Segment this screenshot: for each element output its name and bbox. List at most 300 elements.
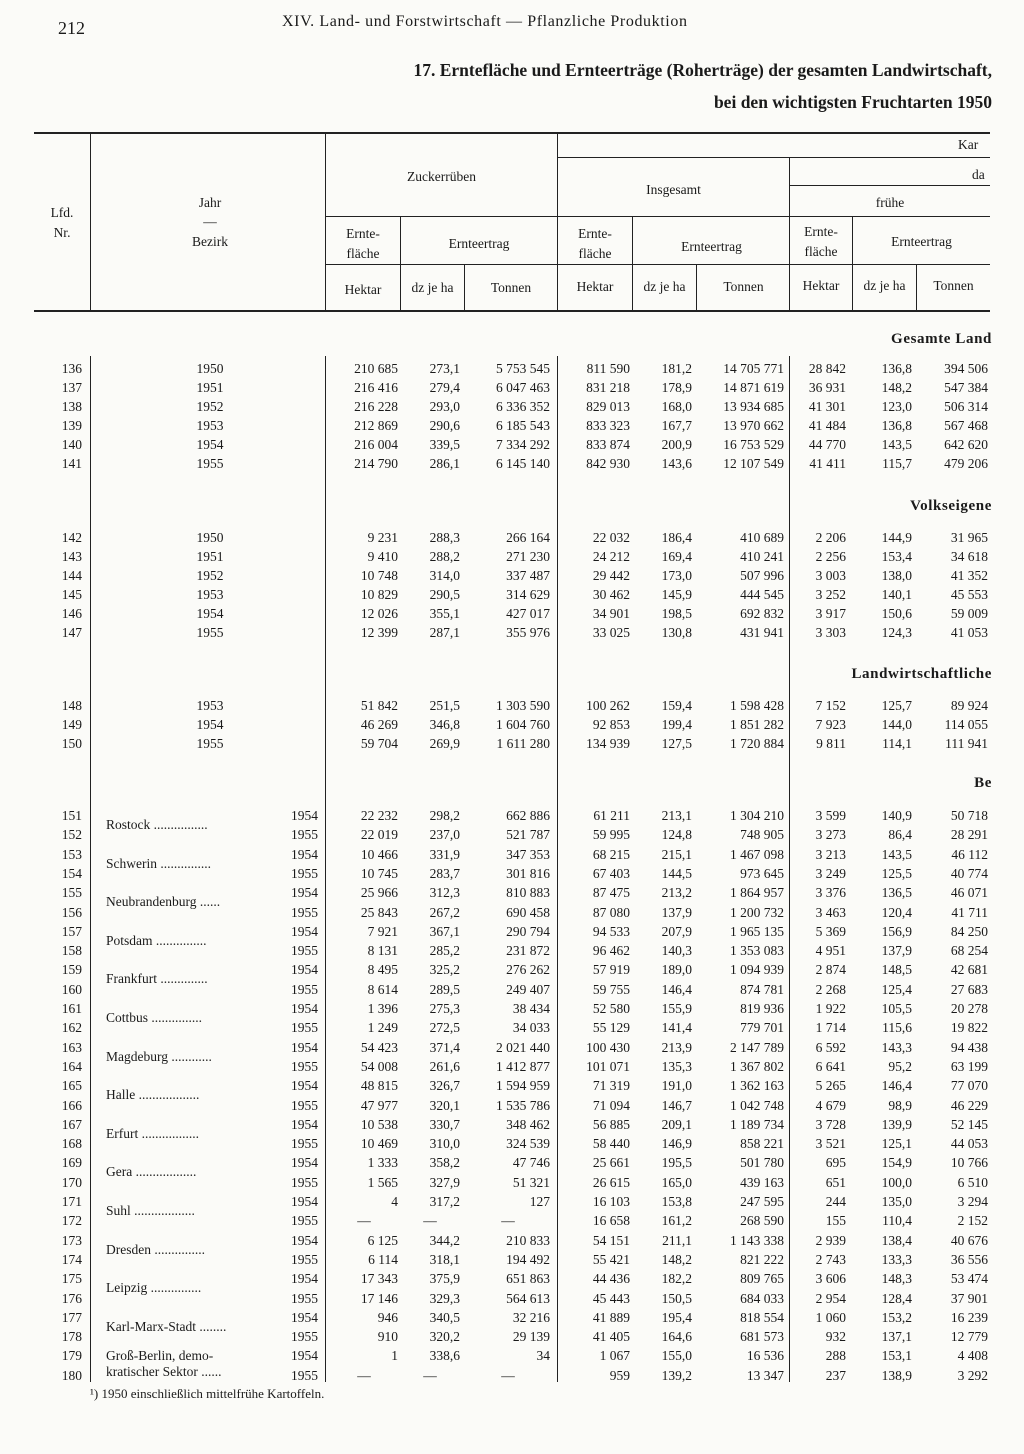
row-number: 173 — [61, 1233, 82, 1248]
cell-4: 41 889 — [592, 1310, 630, 1325]
cell-3: 347 353 — [506, 847, 550, 862]
cell-8: 140,9 — [881, 808, 912, 823]
bezirk-name-text: Frankfurt — [106, 971, 157, 986]
row-year: 1954 — [291, 1194, 318, 1209]
cell-3: 6 145 140 — [496, 456, 550, 471]
cell-6: 1 042 748 — [730, 1098, 784, 1113]
cell-5: 153,8 — [661, 1194, 692, 1209]
header-kartoffeln: Kar — [958, 137, 979, 152]
bezirk-name — [106, 1087, 199, 1103]
cell-8: 138,4 — [881, 1233, 912, 1248]
cell-3: 324 539 — [506, 1136, 550, 1151]
cell-2: 286,1 — [429, 456, 460, 471]
cell-6: 779 701 — [740, 1020, 784, 1035]
cell-8: 124,3 — [881, 625, 912, 640]
row-number: 144 — [61, 568, 82, 583]
cell-9: 44 053 — [950, 1136, 988, 1151]
cell-5: 140,3 — [661, 943, 692, 958]
cell-5: 165,0 — [661, 1175, 692, 1190]
row-year: 1954 — [196, 437, 224, 452]
cell-4: 87 080 — [592, 905, 630, 920]
row-number: 145 — [61, 587, 82, 602]
cell-2: 293,0 — [429, 399, 460, 414]
cell-3: 1 535 786 — [496, 1098, 550, 1113]
row-year: 1950 — [196, 530, 224, 545]
cell-8: 98,9 — [888, 1098, 912, 1113]
cell-1: 9 410 — [367, 549, 398, 564]
leader-dots: ................. — [138, 1126, 199, 1141]
cell-7: 7 923 — [815, 717, 846, 732]
cell-8: 140,1 — [881, 587, 912, 602]
cell-6: 13 347 — [746, 1368, 784, 1383]
cell-6: 431 941 — [740, 625, 784, 640]
cell-5: 173,0 — [661, 568, 692, 583]
row-number: 152 — [61, 827, 82, 842]
cell-4: 30 462 — [592, 587, 630, 602]
cell-5: 215,1 — [661, 847, 692, 862]
unit-ig-hektar: Hektar — [576, 279, 614, 294]
cell-8: 110,4 — [882, 1213, 912, 1228]
cell-6: 684 033 — [740, 1291, 784, 1306]
cell-2: 289,5 — [429, 982, 460, 997]
row-year: 1954 — [196, 606, 224, 621]
row-number: 141 — [61, 456, 82, 471]
table-row — [0, 624, 1024, 643]
cell-1: 216 228 — [354, 399, 398, 414]
bezirk-name — [106, 971, 208, 987]
cell-7: 3 249 — [815, 866, 846, 881]
table-row — [0, 605, 1024, 624]
cell-8: 105,5 — [881, 1001, 912, 1016]
cell-8: 125,7 — [881, 698, 912, 713]
row-number: 155 — [61, 885, 82, 900]
cell-7: 244 — [825, 1194, 846, 1209]
cell-8: 143,3 — [881, 1040, 912, 1055]
bezirk-name — [106, 1280, 201, 1296]
section-title: Volkseigene — [910, 498, 992, 514]
table-row — [0, 586, 1024, 605]
cell-2: 330,7 — [429, 1117, 460, 1132]
header-ig-flaeche: fläche — [578, 246, 612, 261]
cell-7: 44 770 — [808, 437, 846, 452]
cell-5: 146,7 — [661, 1098, 692, 1113]
cell-7: 3 213 — [815, 847, 846, 862]
cell-9: 46 071 — [950, 885, 988, 900]
cell-5: 155,9 — [661, 1001, 692, 1016]
cell-3: 127 — [529, 1194, 550, 1209]
cell-9: 27 683 — [950, 982, 988, 997]
row-number: 147 — [61, 625, 82, 640]
cell-9: 41 053 — [950, 625, 988, 640]
cell-9: 77 070 — [950, 1078, 988, 1093]
row-year: 1955 — [291, 943, 318, 958]
cell-6: 821 222 — [740, 1252, 784, 1267]
bezirk-name-text: Cottbus — [106, 1010, 149, 1025]
cell-8: 86,4 — [888, 827, 912, 842]
cell-8: 143,5 — [881, 847, 912, 862]
row-number: 151 — [61, 808, 82, 823]
row-year: 1952 — [196, 399, 224, 414]
cell-2: 314,0 — [429, 568, 460, 583]
bezirk-name — [106, 1319, 226, 1335]
cell-7: 9 811 — [816, 736, 846, 751]
cell-3: 314 629 — [506, 587, 550, 602]
cell-3: 47 746 — [512, 1155, 550, 1170]
cell-1: 54 423 — [360, 1040, 398, 1055]
cell-5: 178,9 — [661, 380, 692, 395]
bezirk-name — [106, 1348, 221, 1380]
header-fruehe: frühe — [875, 195, 905, 210]
bezirk-name-text: Neubrandenburg — [106, 894, 197, 909]
cell-8: 156,9 — [881, 924, 912, 939]
cell-1: 8 495 — [367, 962, 398, 977]
cell-1: 214 790 — [354, 456, 398, 471]
bezirk-name-text: Magdeburg — [106, 1049, 168, 1064]
ernteertrag-group-rule — [326, 216, 990, 217]
cell-1: 946 — [377, 1310, 398, 1325]
cell-8: 148,2 — [881, 380, 912, 395]
row-year: 1954 — [291, 962, 318, 977]
cell-5: 150,5 — [661, 1291, 692, 1306]
row-number: 143 — [61, 549, 82, 564]
cell-3: 51 321 — [512, 1175, 550, 1190]
cell-2: 290,5 — [429, 587, 460, 602]
row-year: 1955 — [291, 1175, 318, 1190]
table-row — [0, 455, 1024, 474]
bezirk-name-text: Karl-Marx-Stadt — [106, 1319, 196, 1334]
row-year: 1954 — [291, 1078, 318, 1093]
cell-8: 123,0 — [881, 399, 912, 414]
cell-2: 288,3 — [429, 530, 460, 545]
row-year: 1954 — [291, 1117, 318, 1132]
unit-ig-dzjeha: dz je ha — [643, 279, 686, 294]
cell-9: 84 250 — [950, 924, 988, 939]
cell-9: 394 506 — [944, 361, 988, 376]
cell-2: 358,2 — [429, 1155, 460, 1170]
row-number: 160 — [61, 982, 82, 997]
cell-8: 137,1 — [881, 1329, 912, 1344]
bezirk-name-text: Leipzig — [106, 1280, 148, 1295]
cell-4: 96 462 — [592, 943, 630, 958]
cell-6: 1 353 083 — [730, 943, 784, 958]
cell-4: 22 032 — [592, 530, 630, 545]
cell-1: 12 399 — [360, 625, 398, 640]
cell-2: 318,1 — [429, 1252, 460, 1267]
cell-7: 6 592 — [815, 1040, 846, 1055]
cell-4: 100 430 — [586, 1040, 630, 1055]
bezirk-name-text: Erfurt — [106, 1126, 139, 1141]
cell-4: 134 939 — [586, 736, 630, 751]
header-dash: — — [203, 214, 217, 229]
cell-9: 37 901 — [950, 1291, 988, 1306]
cell-9: 16 239 — [950, 1310, 988, 1325]
header-zuckerrueben: Zuckerrüben — [407, 169, 476, 184]
cell-4: 67 403 — [592, 866, 630, 881]
cell-9: 50 718 — [950, 808, 988, 823]
cell-9: 31 965 — [950, 530, 988, 545]
cell-5: 198,5 — [661, 606, 692, 621]
cell-5: 164,6 — [661, 1329, 692, 1344]
cell-1: 6 125 — [367, 1233, 398, 1248]
cell-7: 288 — [825, 1348, 846, 1363]
cell-7: 7 152 — [815, 698, 846, 713]
cell-1: 54 008 — [360, 1059, 398, 1074]
header-bezirk: Bezirk — [192, 234, 228, 249]
cell-4: 94 533 — [592, 924, 630, 939]
leader-dots: ............... — [152, 933, 207, 948]
cell-1: 8 614 — [367, 982, 398, 997]
table-row — [0, 360, 1024, 379]
cell-5: 144,5 — [661, 866, 692, 881]
cell-5: 189,0 — [661, 962, 692, 977]
cell-2: 338,6 — [429, 1348, 460, 1363]
cell-8: 100,0 — [881, 1175, 912, 1190]
cell-9: 42 681 — [950, 962, 988, 977]
cell-5: 200,9 — [661, 437, 692, 452]
cell-8: 153,1 — [881, 1348, 912, 1363]
cell-1: 1 249 — [367, 1020, 398, 1035]
cell-7: 695 — [825, 1155, 846, 1170]
row-year: 1955 — [196, 625, 224, 640]
cell-6: 16 753 529 — [723, 437, 784, 452]
cell-8: 148,3 — [881, 1271, 912, 1286]
row-year: 1950 — [196, 361, 224, 376]
cell-1: 212 869 — [354, 418, 398, 433]
da-rule — [790, 185, 990, 186]
cell-3: 1 412 877 — [496, 1059, 550, 1074]
section-title-bezirke: Be — [974, 775, 992, 791]
cell-4: 26 615 — [592, 1175, 630, 1190]
cell-2: 261,6 — [429, 1059, 460, 1074]
row-number: 169 — [61, 1155, 82, 1170]
kartoffeln-rule — [558, 157, 990, 158]
cell-6: 1 467 098 — [730, 847, 784, 862]
cell-8: 144,9 — [881, 530, 912, 545]
cell-7: 3 521 — [815, 1136, 846, 1151]
cell-1: 216 004 — [354, 437, 398, 452]
cell-7: 3 273 — [815, 827, 846, 842]
row-year: 1954 — [291, 1233, 318, 1248]
cell-6: 973 645 — [740, 866, 784, 881]
cell-4: 833 323 — [586, 418, 630, 433]
cell-9: 10 766 — [950, 1155, 988, 1170]
bezirk-name — [106, 1203, 195, 1219]
cell-3: 29 139 — [512, 1329, 550, 1344]
cell-9: 506 314 — [944, 399, 988, 414]
unit-fr-hektar: Hektar — [802, 278, 840, 293]
row-number: 137 — [61, 380, 82, 395]
bezirk-name-text: Dresden — [106, 1242, 151, 1257]
cell-8: 125,1 — [881, 1136, 912, 1151]
cell-8: 128,4 — [881, 1291, 912, 1306]
row-number: 157 — [61, 924, 82, 939]
leader-dots: ............... — [148, 1010, 203, 1025]
cell-7: 932 — [825, 1329, 846, 1344]
cell-9: 36 556 — [950, 1252, 988, 1267]
cell-3: 2 021 440 — [496, 1040, 550, 1055]
row-number: 139 — [61, 418, 82, 433]
cell-3: 210 833 — [506, 1233, 550, 1248]
cell-8: 114,1 — [882, 736, 912, 751]
header-fr-ernte: Ernte- — [804, 224, 838, 239]
cell-7: 3 599 — [815, 808, 846, 823]
cell-3: 337 487 — [506, 568, 550, 583]
cell-3: 301 816 — [506, 866, 550, 881]
row-year: 1955 — [291, 1329, 318, 1344]
leader-dots: .................. — [132, 1164, 197, 1179]
cell-4: 59 755 — [592, 982, 630, 997]
cell-3: 810 883 — [506, 885, 550, 900]
cell-8: 95,2 — [888, 1059, 912, 1074]
cell-7: 3 303 — [815, 625, 846, 640]
cell-5: 124,8 — [661, 827, 692, 842]
cell-2: 326,7 — [429, 1078, 460, 1093]
leader-dots: ................ — [150, 817, 208, 832]
cell-7: 5 265 — [815, 1078, 846, 1093]
cell-6: 748 905 — [740, 827, 784, 842]
cell-6: 1 598 428 — [730, 698, 784, 713]
row-number: 142 — [61, 530, 82, 545]
row-number: 163 — [61, 1040, 82, 1055]
bezirk-name-text: Suhl — [106, 1203, 131, 1218]
cell-9: 68 254 — [950, 943, 988, 958]
cell-6: 16 536 — [746, 1348, 784, 1363]
cell-2: 320,2 — [429, 1329, 460, 1344]
cell-7: 41 411 — [809, 456, 846, 471]
row-number: 153 — [61, 847, 82, 862]
row-year: 1955 — [291, 1291, 318, 1306]
cell-4: 842 930 — [586, 456, 630, 471]
cell-7: 3 463 — [815, 905, 846, 920]
cell-6: 692 832 — [740, 606, 784, 621]
cell-1: 17 343 — [360, 1271, 398, 1286]
cell-4: 101 071 — [586, 1059, 630, 1074]
cell-2: 283,7 — [429, 866, 460, 881]
leader-dots: .................. — [130, 1203, 195, 1218]
cell-8: 115,6 — [882, 1020, 912, 1035]
unit-zr-dzjeha: dz je ha — [411, 280, 454, 295]
cell-6: 1 200 732 — [730, 905, 784, 920]
cell-4: 71 319 — [592, 1078, 630, 1093]
cell-6: 1 189 734 — [730, 1117, 784, 1132]
cell-4: 16 658 — [592, 1213, 630, 1228]
cell-3: 32 216 — [512, 1310, 550, 1325]
cell-6: 1 965 135 — [730, 924, 784, 939]
row-number: 178 — [61, 1329, 82, 1344]
cell-6: 1 094 939 — [730, 962, 784, 977]
cell-9: 94 438 — [950, 1040, 988, 1055]
cell-1: 6 114 — [368, 1252, 398, 1267]
bezirk-name — [106, 933, 207, 949]
cell-7: 41 301 — [808, 399, 846, 414]
row-year: 1955 — [291, 866, 318, 881]
col-divider-fr-flaeche — [852, 216, 853, 310]
header-lfd: Lfd. — [50, 205, 74, 220]
section-title: Landwirtschaftliche — [851, 666, 992, 682]
row-number: 159 — [61, 962, 82, 977]
cell-7: 2 206 — [815, 530, 846, 545]
cell-3: 690 458 — [506, 905, 550, 920]
bezirk-name-line1: Groß-Berlin, demo- — [106, 1348, 214, 1363]
header-zr-ernte: Ernte- — [346, 226, 380, 241]
bezirk-name-text: Potsdam — [106, 933, 153, 948]
cell-7: 28 842 — [808, 361, 846, 376]
cell-4: 58 440 — [592, 1136, 630, 1151]
row-year: 1955 — [196, 736, 224, 751]
cell-3: 6 047 463 — [496, 380, 550, 395]
cell-1: 46 269 — [360, 717, 398, 732]
cell-1: 10 829 — [360, 587, 398, 602]
table-row — [0, 379, 1024, 398]
col-divider-lfd — [90, 132, 91, 310]
cell-5: 169,4 — [661, 549, 692, 564]
row-number: 175 — [61, 1271, 82, 1286]
cell-9: 52 145 — [950, 1117, 988, 1132]
cell-9: 59 009 — [950, 606, 988, 621]
bezirk-name-text: Schwerin — [106, 856, 157, 871]
row-year: 1955 — [291, 982, 318, 997]
cell-1: 22 019 — [360, 827, 398, 842]
cell-7: 4 951 — [815, 943, 846, 958]
cell-5: 195,5 — [661, 1155, 692, 1170]
cell-5: 181,2 — [661, 361, 692, 376]
cell-1: 210 685 — [354, 361, 398, 376]
bezirk-name — [106, 1164, 196, 1180]
header-top-rule — [34, 132, 990, 134]
cell-5: 127,5 — [661, 736, 692, 751]
table-row — [0, 529, 1024, 548]
cell-6: 1 362 163 — [730, 1078, 784, 1093]
cell-4: 59 995 — [592, 827, 630, 842]
cell-4: 68 215 — [592, 847, 630, 862]
bezirk-name-text: Rostock — [106, 817, 151, 832]
row-year: 1954 — [291, 1310, 318, 1325]
cell-9: 40 774 — [950, 866, 988, 881]
row-number: 168 — [61, 1136, 82, 1151]
cell-4: 55 129 — [592, 1020, 630, 1035]
cell-2: 298,2 — [429, 808, 460, 823]
row-number: 179 — [61, 1348, 82, 1363]
cell-7: 2 268 — [815, 982, 846, 997]
cell-7: 155 — [825, 1213, 846, 1228]
cell-3: 427 017 — [506, 606, 550, 621]
header-fr-ernteertrag: Ernteertrag — [891, 234, 952, 249]
cell-2: 367,1 — [429, 924, 460, 939]
cell-8: 146,4 — [881, 1078, 912, 1093]
cell-3: 651 863 — [506, 1271, 550, 1286]
cell-1: 25 843 — [360, 905, 398, 920]
row-number: 180 — [61, 1368, 82, 1383]
cell-1: 9 231 — [367, 530, 398, 545]
cell-1: 1 396 — [367, 1001, 398, 1016]
cell-4: 24 212 — [592, 549, 630, 564]
leader-dots: .............. — [157, 971, 208, 986]
cell-4: 833 874 — [586, 437, 630, 452]
row-number: 154 — [61, 866, 82, 881]
cell-9: 19 822 — [950, 1020, 988, 1035]
cell-4: 57 919 — [592, 962, 630, 977]
cell-9: 63 199 — [950, 1059, 988, 1074]
row-year: 1955 — [291, 827, 318, 842]
cell-2: 275,3 — [429, 1001, 460, 1016]
cell-2: 320,1 — [429, 1098, 460, 1113]
unit-zr-hektar: Hektar — [344, 282, 382, 297]
row-year: 1954 — [291, 1271, 318, 1286]
cell-1: — — [357, 1213, 371, 1228]
cell-2: 344,2 — [429, 1233, 460, 1248]
cell-4: 71 094 — [592, 1098, 630, 1113]
row-year: 1955 — [291, 1136, 318, 1151]
